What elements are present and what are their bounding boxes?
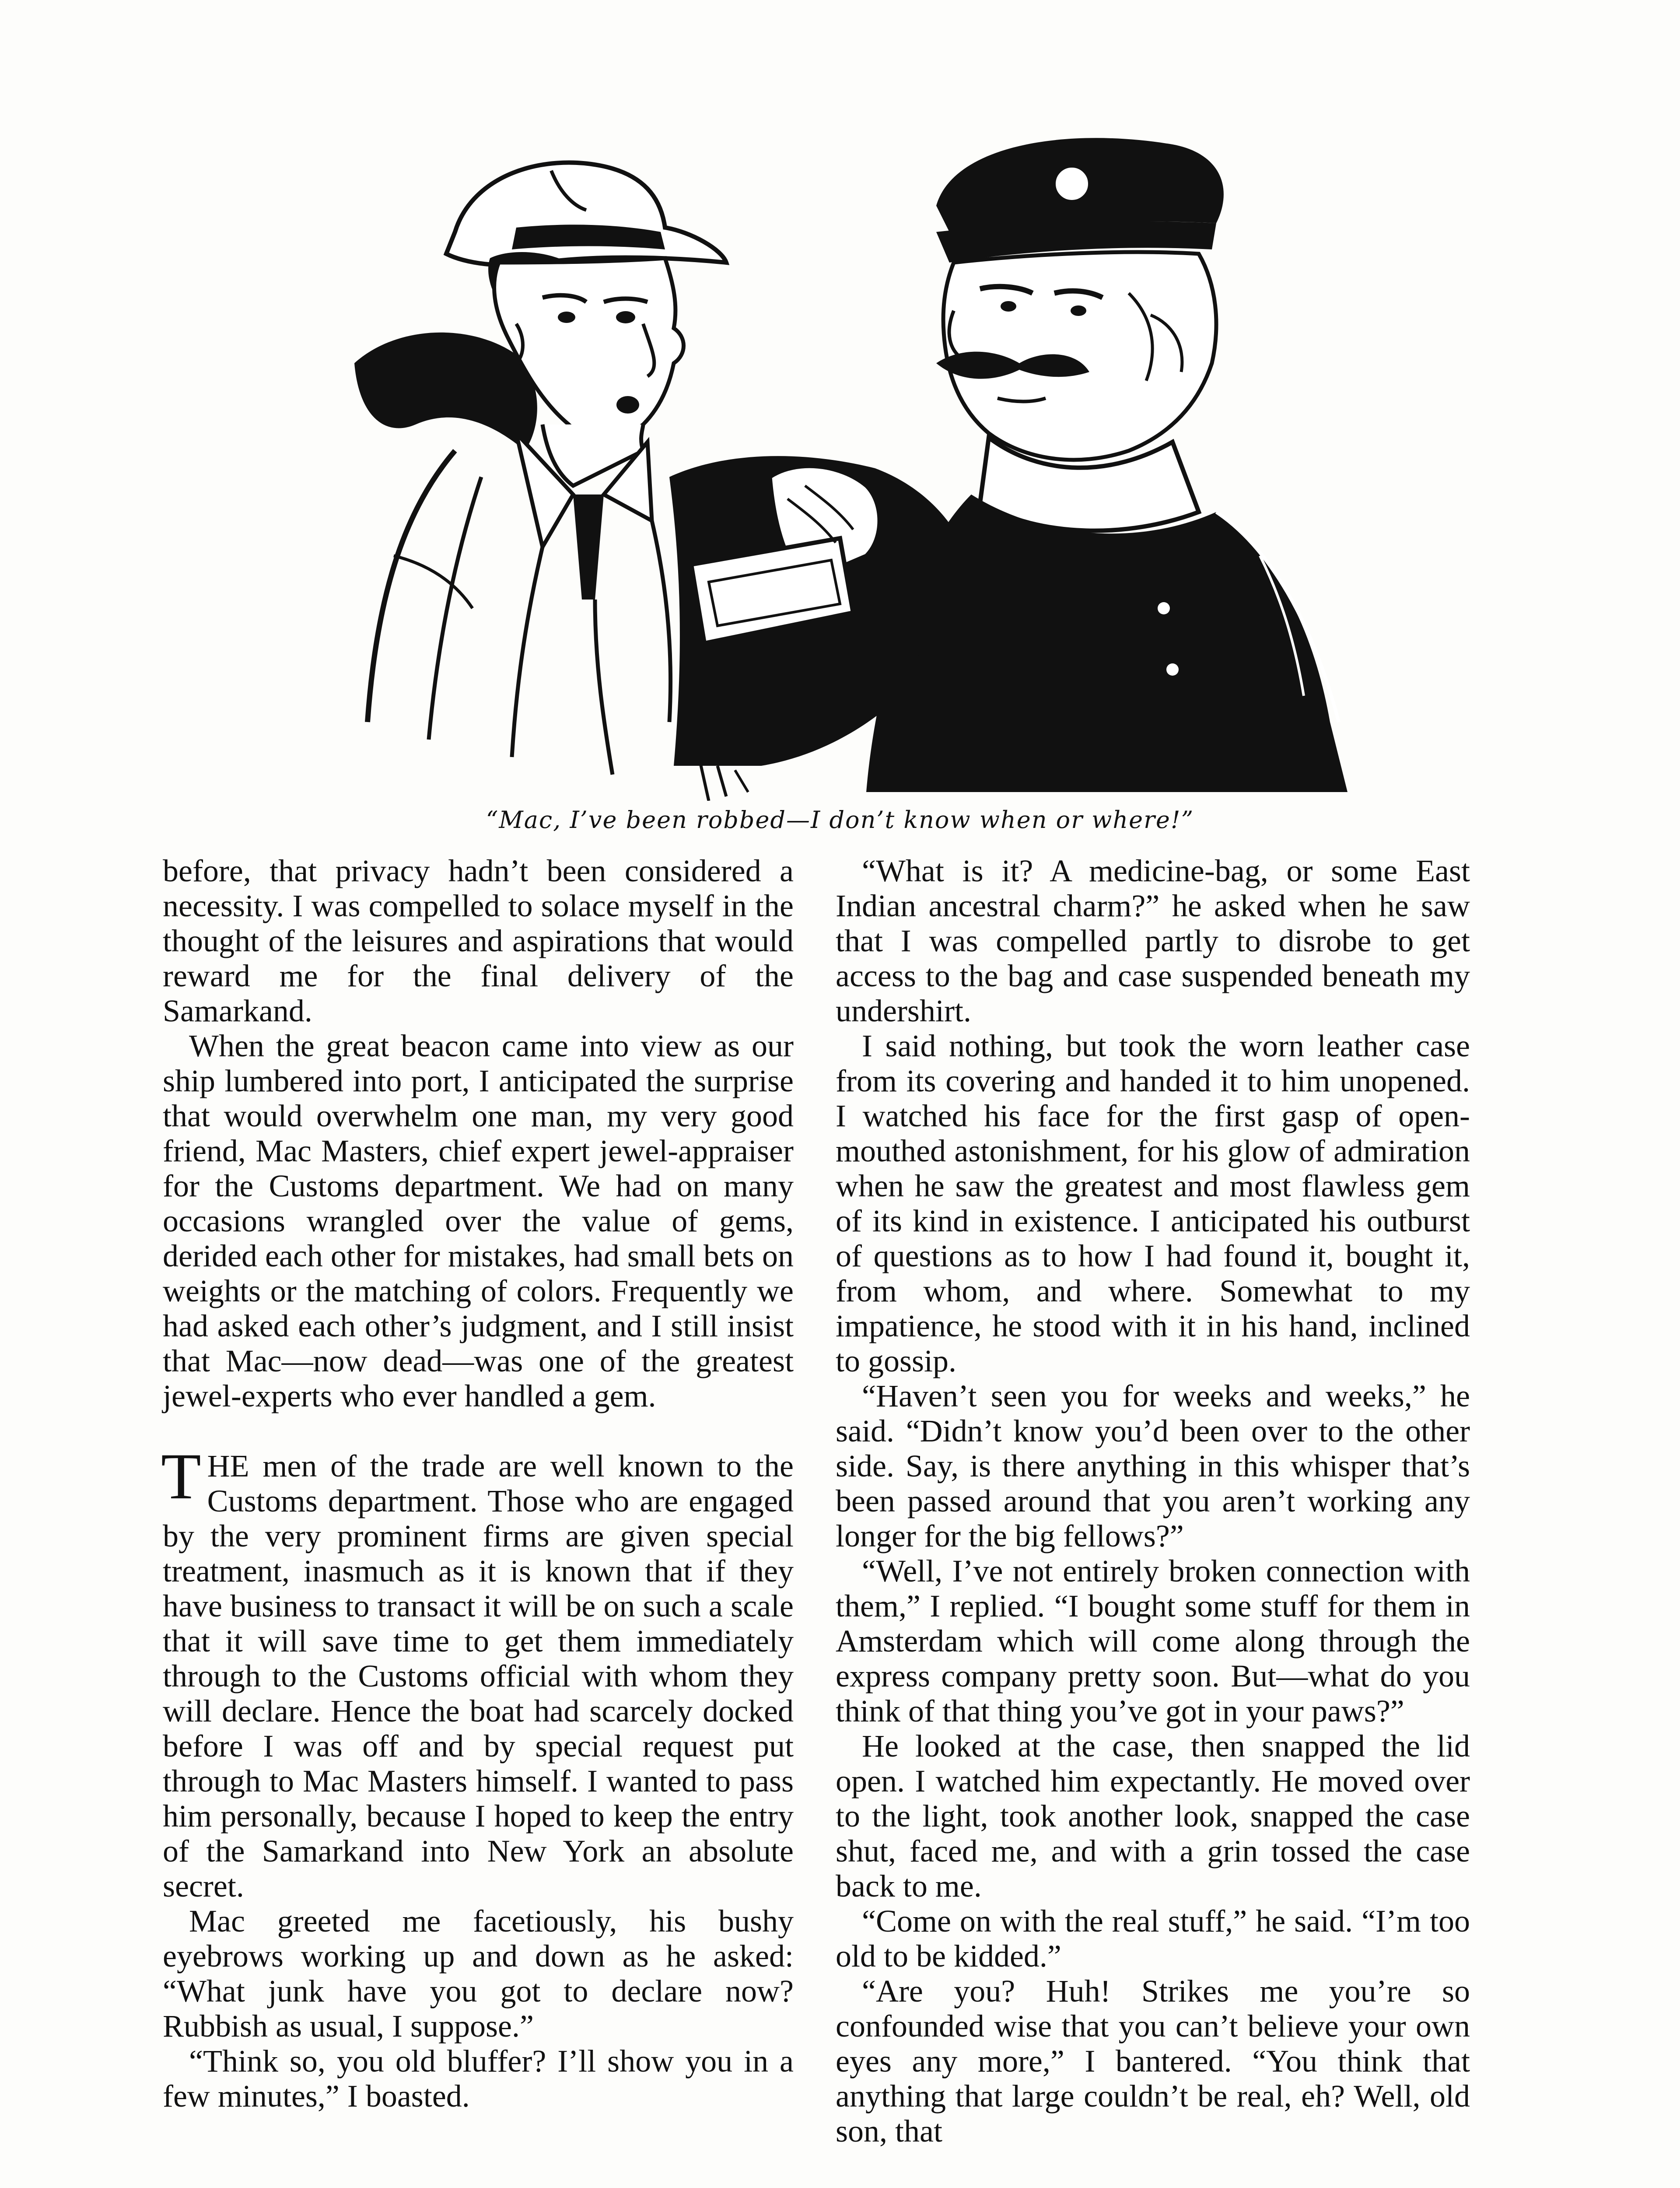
- paragraph: “Are you? Huh! Strikes me you’re so confounded wise that you can’t believe your own eyes any more,” I bantered. “You think that anything that large couldn’t be real, eh? Well, old son, that: [836, 1974, 1470, 2149]
- paragraph: He looked at the case, then snapped the lid open. I watched him expectantly. He moved over to the light, took another look, snapped the case shut, faced me, and with a grin tossed the case back to me.: [836, 1729, 1470, 1904]
- paragraph: “Come on with the real stuff,” he said. “I’m too old to be kidded.”: [836, 1904, 1470, 1974]
- left-text-column: [163, 853, 794, 2114]
- paragraph: “What is it? A medicine-bag, or some East Indian ancestral charm?” he asked when he saw that I was compelled partly to disrobe to get access to the bag and case suspended beneath my undershirt.: [836, 853, 1470, 1028]
- paragraph: “Well, I’ve not entirely broken connection with them,” I replied. “I bought some stuff for them in Amsterdam which will come along through the express company pretty soon. But—what do you think of that thing you’ve got in your paws?”: [836, 1553, 1470, 1729]
- right-man-figure: [866, 138, 1348, 792]
- illustration-caption: “Mac, I’ve been robbed—I don’t know when or where!”: [486, 806, 1194, 834]
- paragraph: Mac greeted me facetiously, his bushy eyebrows working up and down as he asked: “What junk have you got to declare now? Rubbish as usual, I suppose.”: [163, 1904, 794, 2044]
- paragraph: before, that privacy hadn’t been considered a necessity. I was compelled to solace myself in the thought of the leisures and aspirations that would reward me for the final delivery of the Samarkand.: [163, 853, 794, 1028]
- paragraph: “Haven’t seen you for weeks and weeks,” he said. “Didn’t know you’d been over to the other side. Say, is there anything in this whisper that’s been passed around that you aren’t working any longer for the big fellows?”: [836, 1378, 1470, 1553]
- paragraph: When the great beacon came into view as our ship lumbered into port, I anticipated the surprise that would overwhelm one man, my very good friend, Mac Masters, chief expert jewel-appraiser for the Customs department. We had on many occasions wrangled over the value of gems, derided each other for mistakes, had small bets on weights or the matching of colors. Frequently we had asked each other’s judgment, and I still insist that Mac—now dead—was one of the greatest jewel-experts who ever handled a gem.: [163, 1028, 794, 1413]
- paragraph: “Think so, you old bluffer? I’ll show you in a few minutes,” I boasted.: [163, 2044, 794, 2114]
- paragraph-text: HE men of the trade are well known to the Customs department. Those who are engaged by the very prominent firms are given special treatment, inasmuch as it is known that if they have business to transact it will be on such a scale that it will save time to get them immediately through to the Customs official with whom they will declare. Hence the boat had scarcely docked before I was off and by special request put through to Mac Masters himself. I wanted to pass him personally, because I hoped to keep the entry of the Samarkand into New York an absolute secret.: [163, 1448, 794, 1904]
- ink-drawing-two-men: [210, 118, 1479, 801]
- story-illustration: [210, 118, 1479, 801]
- section-break: [163, 1413, 794, 1448]
- paragraph-with-dropcap: [161, 1440, 794, 1904]
- drop-cap: T: [161, 1440, 201, 1513]
- paragraph: I said nothing, but took the worn leather case from its covering and handed it to him unopened. I watched his face for the first gasp of open-mouthed astonishment, for his glow of admiration when he saw the greatest and most flawless gem of its kind in existence. I anticipated his outburst of questions as to how I had found it, bought it, from whom, and where. Somewhat to my impatience, he stood with it in his hand, inclined to gossip.: [836, 1028, 1470, 1378]
- right-text-column: [836, 853, 1470, 2149]
- left-man-figure: [368, 163, 726, 775]
